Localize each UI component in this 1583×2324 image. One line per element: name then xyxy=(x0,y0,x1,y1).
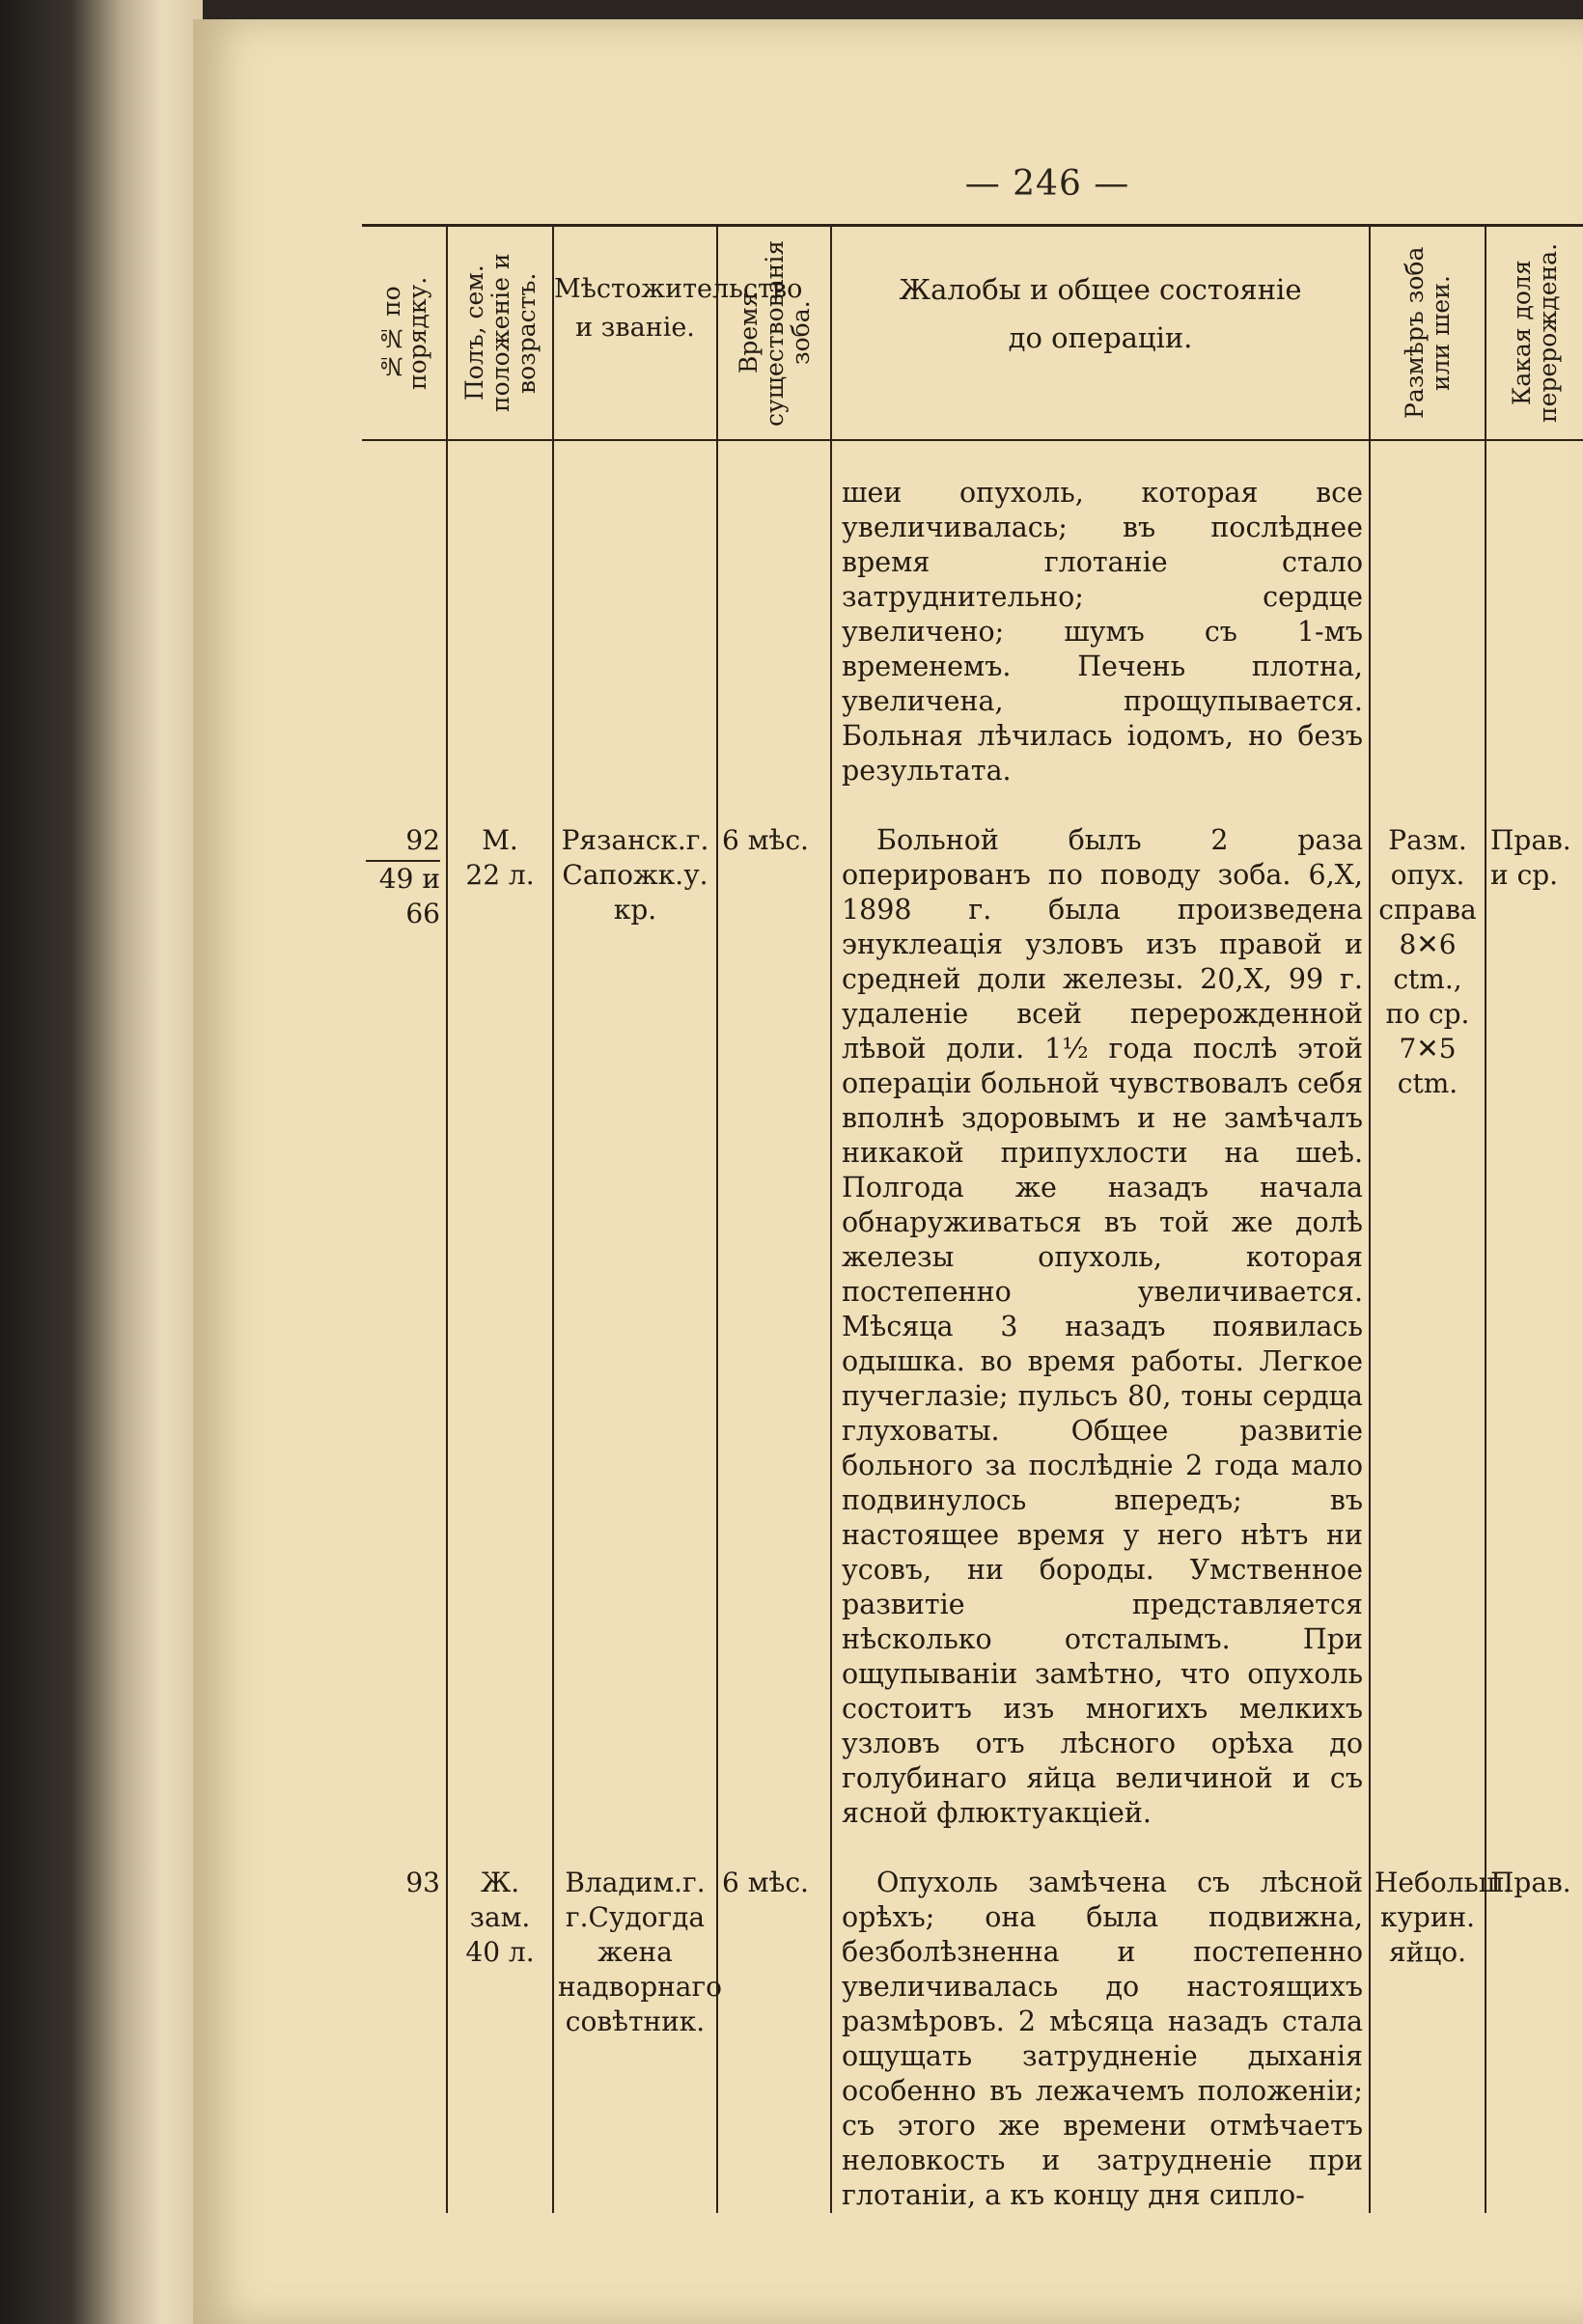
header-size: Размѣръ зоба или шеи. xyxy=(1370,226,1486,441)
table-header-row xyxy=(362,226,1583,441)
header-number: №№ по порядку. xyxy=(362,226,447,441)
table-row-93 xyxy=(362,1866,1583,2213)
record-duration: 6 мѣс. xyxy=(722,1867,809,1898)
header-degenerated: Какая доля перерождена. xyxy=(1486,226,1583,441)
record-degenerated: Прав. и ср. xyxy=(1490,824,1571,891)
table-row-92 xyxy=(362,823,1583,1831)
record-residence: Владим.г. г.Судогда жена надворнаго совѣтник. xyxy=(558,1867,723,2037)
record-age: 22 л. xyxy=(465,859,535,891)
record-degenerated: Прав. xyxy=(1490,1867,1571,1898)
record-complaints: Опухоль замѣчена съ лѣсной орѣхъ; она была подвижна, безболѣзненна и постепенно увеличивалась до настоящихъ размѣровъ. 2 мѣсяца назадъ стала ощущать затрудненiе дыханiя особенно въ лежачемъ положенiи; съ этого же времени отмѣчаетъ неловкость и затрудненiе при глотанiи, а къ концу дня сипло- xyxy=(842,1867,1363,2211)
record-subnumber: 49 и 66 xyxy=(366,860,440,931)
header-complaints: Жалобы и общее состоянiе до операцiи. xyxy=(831,226,1370,441)
continuation-text: шеи опухоль, которая все увеличивалась; въ послѣднее время глотанiе стало затруднительно; сердце увеличено; шумъ съ 1-мъ временемъ. Печень плотна, увеличена, прощупывается. Больная лѣчилась iодомъ, но безъ результата. xyxy=(842,477,1363,787)
record-age: 40 л. xyxy=(465,1936,535,1968)
table-row-continuation xyxy=(362,476,1583,788)
spacer-row xyxy=(362,788,1583,823)
record-number: 93 xyxy=(405,1867,440,1898)
case-table xyxy=(362,224,1583,2213)
record-sex: М. xyxy=(482,824,518,856)
spacer-row xyxy=(362,440,1583,476)
record-size: Разм. опух. справа 8✕6 ctm., по ср. 7✕5 ctm. xyxy=(1378,824,1477,1099)
record-number: 92 xyxy=(405,824,440,856)
header-residence: Мѣстожительство и званiе. xyxy=(553,226,717,441)
record-size: Небольш. курин. яйцо. xyxy=(1375,1867,1513,1968)
record-duration: 6 мѣс. xyxy=(722,824,809,856)
record-residence: Рязанск.г. Сапожк.у. кр. xyxy=(561,824,709,926)
header-sex-age: Полъ, сем. положенiе и возрастъ. xyxy=(447,226,553,441)
record-complaints: Больной былъ 2 раза оперированъ по поводу зоба. 6,X, 1898 г. была произведена энуклеацiя узловъ изъ правой и средней доли железы. 20,X, 99 г. удаленiе всей перерожденной лѣвой доли. 1½ года послѣ этой операцiи больной чувствовалъ себя вполнѣ здоровымъ и не замѣчалъ никакой припухлости на шеѣ. Полгода же назадъ начала обнаруживаться въ той же долѣ железы опухоль, которая постепенно увеличивается. Мѣсяца 3 назадъ появилась одышка. во время работы. Легкое пучеглазiе; пульсъ 80, тоны сердца глуховаты. Общее развитiе больного за послѣднiе 2 года мало подвинулось впередъ; въ настоящее время у него нѣтъ ни усовъ, ни бороды. Умственное развитiе представляется нѣсколько отсталымъ. При ощупыванiи замѣтно, что опухоль состоитъ изъ многихъ мелкихъ узловъ отъ лѣсного орѣха до голубинаго яйца величиной и съ ясной флюктуакцiей. xyxy=(842,824,1363,1829)
book-spine-edge xyxy=(0,0,203,2324)
record-sex: Ж. зам. xyxy=(469,1867,531,1933)
header-duration: Время существованiя зоба. xyxy=(717,226,831,441)
spacer-row xyxy=(362,1831,1583,1866)
page-number: — 246 — xyxy=(964,164,1130,204)
